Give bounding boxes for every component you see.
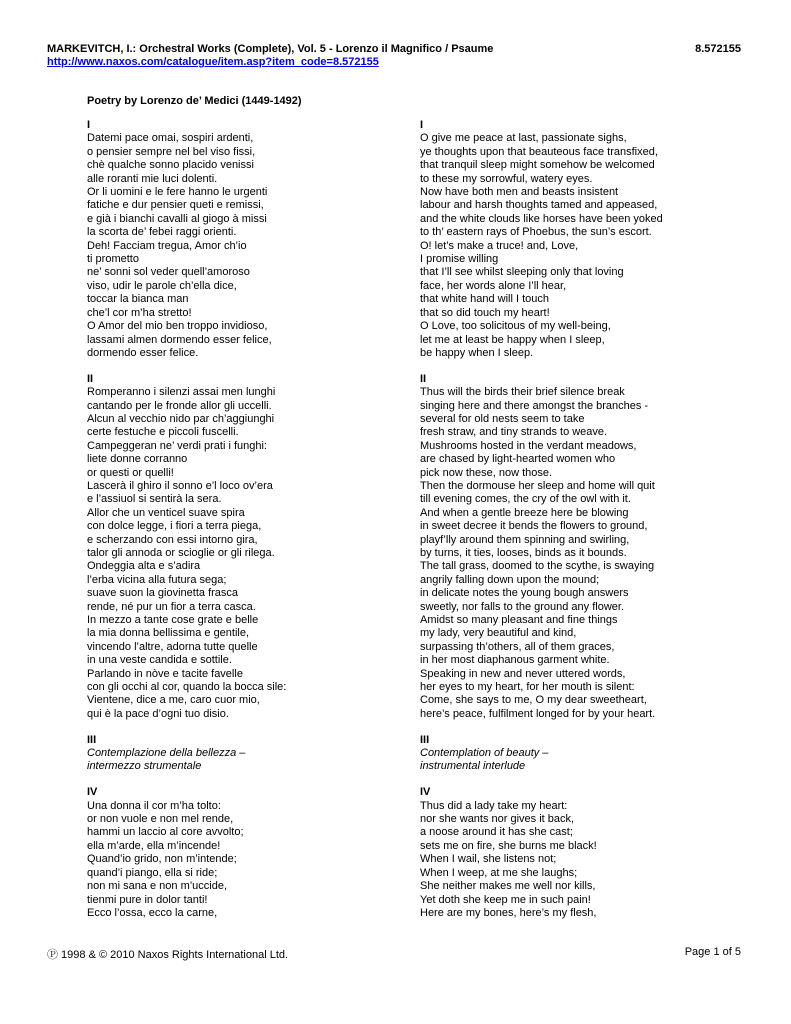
poem-line: by turns, it ties, looses, binds as it bounds. bbox=[420, 546, 627, 559]
poem-line: are chased by light-hearted women who bbox=[420, 453, 616, 466]
poem-line: toccar la bianca man bbox=[87, 293, 189, 306]
poem-line: her eyes to my heart, for her mouth is silent: bbox=[420, 681, 635, 694]
poem-line: Quand’io grido, non m’intende; bbox=[87, 853, 237, 866]
poem-line: Contemplazione della bellezza – bbox=[87, 747, 246, 760]
poem-line: Parlando in nòve e tacite favelle bbox=[87, 667, 243, 680]
poem-line: Thus will the birds their brief silence break bbox=[420, 386, 625, 399]
poem-line: che’l cor m’ha stretto! bbox=[87, 306, 192, 319]
poem-line: talor gli annoda or scioglie or gli rilega. bbox=[87, 546, 275, 559]
poem-line: here’s peace, fulfilment longed for by your heart. bbox=[420, 707, 656, 720]
poem-line: labour and harsh thoughts tamed and appeased, bbox=[420, 199, 658, 212]
poem-line: playf’lly around them spinning and swirling, bbox=[420, 533, 630, 546]
poem-line: tienmi pure in dolor tanti! bbox=[87, 893, 208, 906]
section-number: II bbox=[420, 372, 427, 385]
poem-line: to th’ eastern rays of Phoebus, the sun’s escort. bbox=[420, 226, 652, 239]
poem-line: In mezzo a tante cose grate e belle bbox=[87, 614, 259, 627]
english-section bbox=[420, 734, 750, 774]
poem-line: fresh straw, and tiny strands to weave. bbox=[420, 426, 608, 439]
poem-line: Contemplation of beauty – bbox=[420, 747, 549, 760]
poem-line: sets me on fire, she burns me black! bbox=[420, 839, 597, 852]
italian-section bbox=[87, 734, 387, 774]
poem-line: Now have both men and beasts insistent bbox=[420, 186, 619, 199]
section-number: IV bbox=[87, 786, 98, 799]
poem-line: I promise willing bbox=[420, 253, 499, 266]
poem-line: When I weep, at me she laughs; bbox=[420, 866, 578, 879]
section-number: II bbox=[87, 372, 94, 385]
poem-line: Yet doth she keep me in such pain! bbox=[420, 893, 591, 906]
poem-line: Ecco l’ossa, ecco la carne, bbox=[87, 906, 218, 919]
poem-line: qui è la pace d’ogni tuo disio. bbox=[87, 707, 229, 720]
poem-line: ti prometto bbox=[87, 253, 139, 266]
poem-line: fatiche e dur pensier queti e remissi, bbox=[87, 199, 264, 212]
poetry-heading: Poetry by Lorenzo de’ Medici (1449-1492) bbox=[87, 95, 302, 107]
poem-line: Alcun al vecchio nido par ch’aggiunghi bbox=[87, 412, 275, 425]
poem-line: intermezzo strumentale bbox=[87, 760, 202, 773]
poem-line: la scorta de’ febei raggi orienti. bbox=[87, 226, 237, 239]
poem-line: singing here and there amongst the branches - bbox=[420, 399, 649, 412]
poem-line: And when a gentle breeze here be blowing bbox=[420, 506, 629, 519]
poem-line: to these my sorrowful, watery eyes. bbox=[420, 172, 593, 185]
english-section bbox=[420, 373, 750, 722]
poem-line: e già i bianchi cavalli al giogo à missi bbox=[87, 212, 267, 225]
italian-section bbox=[87, 786, 387, 920]
poem-line: ne’ sonni sol veder quell’amoroso bbox=[87, 266, 250, 279]
document-header bbox=[47, 43, 741, 69]
poem-line: alle roranti mie luci dolenti. bbox=[87, 172, 218, 185]
section-number: IV bbox=[420, 786, 431, 799]
poem-line: nor she wants nor gives it back, bbox=[420, 813, 575, 826]
section-number: III bbox=[87, 733, 97, 746]
poem-line: Then the dormouse her sleep and home will quit bbox=[420, 479, 655, 492]
poem-line: Come, she says to me, O my dear sweetheart, bbox=[420, 694, 647, 707]
poem-line: suave suon la giovinetta frasca bbox=[87, 587, 239, 600]
poem-line: O Amor del mio ben troppo invidioso, bbox=[87, 320, 268, 333]
album-title: MARKEVITCH, I.: Orchestral Works (Complete), Vol. 5 - Lorenzo il Magnifico / Psaume bbox=[47, 43, 494, 55]
poem-line: O give me peace at last, passionate sighs, bbox=[420, 132, 627, 145]
poem-line: Amidst so many pleasant and fine things bbox=[420, 614, 618, 627]
poem-line: instrumental interlude bbox=[420, 760, 526, 773]
page-number: Page 1 of 5 bbox=[684, 946, 741, 958]
poem-line: quand’i piango, ella si ride; bbox=[87, 866, 218, 879]
poem-line: chè qualche sonno placido venissi bbox=[87, 159, 254, 172]
poem-line: in una veste candida e sottile. bbox=[87, 654, 232, 667]
poem-line: ye thoughts upon that beauteous face transfixed, bbox=[420, 145, 658, 158]
poem-line: vincendo l’altre, adorna tutte quelle bbox=[87, 640, 258, 653]
poem-line: dormendo esser felice. bbox=[87, 346, 199, 359]
poem-line: ella m’arde, ella m’incende! bbox=[87, 839, 221, 852]
poem-line: rende, né pur un fior a terra casca. bbox=[87, 600, 256, 613]
poem-line: e scherzando con essi intorno gira, bbox=[87, 533, 258, 546]
poem-line: Thus did a lady take my heart: bbox=[420, 799, 568, 812]
poem-line: o pensier sempre nel bel viso fissi, bbox=[87, 145, 256, 158]
poem-line: surpassing th’others, all of them graces, bbox=[420, 640, 615, 653]
poem-line: Here are my bones, here’s my flesh, bbox=[420, 906, 597, 919]
poem-line: that white hand will I touch bbox=[420, 293, 550, 306]
poem-line: Allor che un venticel suave spira bbox=[87, 506, 245, 519]
poem-line: in delicate notes the young bough answers bbox=[420, 587, 629, 600]
english-section bbox=[420, 786, 750, 920]
poem-line: lassami almen dormendo esser felice, bbox=[87, 333, 272, 346]
poem-line: hammi un laccio al core avvolto; bbox=[87, 826, 244, 839]
poem-line: that I’ll see whilst sleeping only that loving bbox=[420, 266, 624, 279]
catalogue-link[interactable]: http://www.naxos.com/catalogue/item.asp?item_code=8.572155 bbox=[47, 56, 379, 68]
poem-line: O Love, too solicitous of my well-being, bbox=[420, 320, 611, 333]
poem-line: let me at least be happy when I sleep, bbox=[420, 333, 605, 346]
poem-line: Deh! Facciam tregua, Amor ch’io bbox=[87, 239, 247, 252]
poem-line: certe festuche e piccoli fuscelli. bbox=[87, 426, 239, 439]
poem-line: la mia donna bellissima e gentile, bbox=[87, 627, 250, 640]
poem-line: She neither makes me well nor kills, bbox=[420, 880, 596, 893]
poem-line: till evening comes, the cry of the owl with it. bbox=[420, 493, 631, 506]
poem-line: Campeggeran ne’ verdi prati i funghi: bbox=[87, 439, 267, 452]
section-number: III bbox=[420, 733, 430, 746]
poem-line: in her most diaphanous garment white. bbox=[420, 654, 610, 667]
poem-line: or non vuole e non mel rende, bbox=[87, 813, 234, 826]
italian-section bbox=[87, 119, 387, 360]
poem-line: When I wail, she listens not; bbox=[420, 853, 557, 866]
poem-line: that tranquil sleep might somehow be welcomed bbox=[420, 159, 655, 172]
poem-line: Mushrooms hosted in the verdant meadows, bbox=[420, 439, 637, 452]
section-number: I bbox=[420, 119, 424, 131]
poem-line: con gli occhi al cor, quando la bocca sile: bbox=[87, 681, 287, 694]
poem-line: Speaking in new and never uttered words, bbox=[420, 667, 626, 680]
poem-line: Ondeggia alta e s’adira bbox=[87, 560, 201, 573]
poem-line: non mi sana e non m’uccide, bbox=[87, 880, 228, 893]
poem-line: or questi or quelli! bbox=[87, 466, 174, 479]
poem-line: that so did touch my heart! bbox=[420, 306, 550, 319]
copyright-notice: Ⓟ 1998 & © 2010 Naxos Rights International Ltd. bbox=[47, 949, 289, 961]
poem-line: angrily falling down upon the mound; bbox=[420, 573, 600, 586]
poem-line: l’erba vicina alla futura sega; bbox=[87, 573, 227, 586]
poem-line: in sweet decree it bends the flowers to ground, bbox=[420, 520, 648, 533]
poem-line: sweetly, nor falls to the ground any flower. bbox=[420, 600, 625, 613]
italian-column bbox=[87, 119, 387, 933]
poem-line: O! let’s make a truce! and, Love, bbox=[420, 239, 579, 252]
poem-line: be happy when I sleep. bbox=[420, 346, 534, 359]
poem-line: several for old nests seem to take bbox=[420, 412, 585, 425]
english-column bbox=[420, 119, 750, 933]
poem-line: Vientene, dice a me, caro cuor mio, bbox=[87, 694, 260, 707]
italian-section bbox=[87, 373, 387, 722]
poem-line: Datemi pace omai, sospiri ardenti, bbox=[87, 132, 254, 145]
poem-line: face, her words alone I’ll hear, bbox=[420, 279, 567, 292]
poem-line: my lady, very beautiful and kind, bbox=[420, 627, 577, 640]
poem-line: liete donne corranno bbox=[87, 453, 188, 466]
poem-line: and the white clouds like horses have been yoked bbox=[420, 212, 663, 225]
english-section bbox=[420, 119, 750, 360]
poem-line: pick now these, now those. bbox=[420, 466, 553, 479]
poem-line: cantando per le fronde allor gli uccelli. bbox=[87, 399, 272, 412]
poem-line: Romperanno i silenzi assai men lunghi bbox=[87, 386, 276, 399]
poem-line: con dolce legge, i fiori a terra piega, bbox=[87, 520, 262, 533]
catalogue-code: 8.572155 bbox=[695, 43, 741, 55]
poem-line: The tall grass, doomed to the scythe, is swaying bbox=[420, 560, 655, 573]
poem-line: Or li uomini e le fere hanno le urgenti bbox=[87, 186, 268, 199]
poem-line: Lascerà il ghiro il sonno e’l loco ov’era bbox=[87, 479, 273, 492]
poem-line: a noose around it has she cast; bbox=[420, 826, 573, 839]
poem-line: Una donna il cor m’ha tolto: bbox=[87, 799, 221, 812]
section-number: I bbox=[87, 119, 91, 131]
poem-line: e l’assiuol si sentirà la sera. bbox=[87, 493, 222, 506]
poem-line: viso, udir le parole ch’ella dice, bbox=[87, 279, 237, 292]
